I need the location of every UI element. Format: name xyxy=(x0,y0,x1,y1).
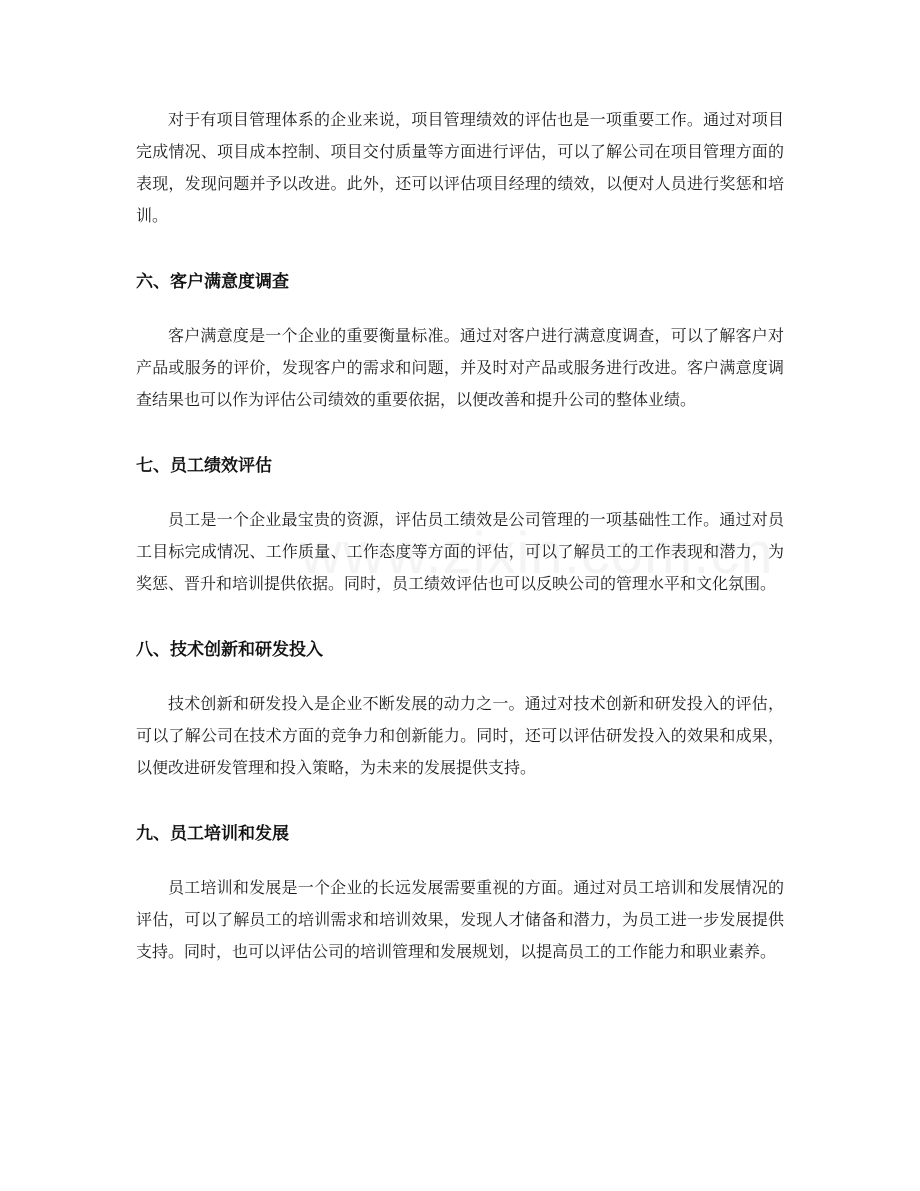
section-tech-innovation xyxy=(136,636,784,784)
section-paragraph: 技术创新和研发投入是企业不断发展的动力之一。通过对技术创新和研发投入的评估，可以了解公司在技术方面的竞争力和创新能力。同时，还可以评估研发投入的效果和成果，以便改进研发管理和投入策略，为未来的发展提供支持。 xyxy=(136,694,784,777)
section-heading: 六、客户满意度调查 xyxy=(136,272,289,292)
section-customer-satisfaction xyxy=(136,268,784,416)
section-paragraph: 客户满意度是一个企业的重要衡量标准。通过对客户进行满意度调查，可以了解客户对产品或服务的评价，发现客户的需求和问题，并及时对产品或服务进行改进。客户满意度调查结果也可以作为评估公司绩效的重要依据，以便改善和提升公司的整体业绩。 xyxy=(136,326,784,409)
document-content xyxy=(136,104,784,968)
section-employee-training xyxy=(136,820,784,968)
section-employee-performance xyxy=(136,452,784,600)
section-paragraph: 员工是一个企业最宝贵的资源，评估员工绩效是公司管理的一项基础性工作。通过对员工目标完成情况、工作质量、工作态度等方面的评估，可以了解员工的工作表现和潜力，为奖惩、晋升和培训提供依据。同时，员工绩效评估也可以反映公司的管理水平和文化氛围。 xyxy=(136,510,784,593)
section-heading: 九、员工培训和发展 xyxy=(136,824,289,844)
section-heading: 七、员工绩效评估 xyxy=(136,456,272,476)
section-heading: 八、技术创新和研发投入 xyxy=(136,640,323,660)
section-paragraph: 员工培训和发展是一个企业的长远发展需要重视的方面。通过对员工培训和发展情况的评估，可以了解员工的培训需求和培训效果，发现人才储备和潜力，为员工进一步发展提供支持。同时，也可以评估公司的培训管理和发展规划，以提高员工的工作能力和职业素养。 xyxy=(136,878,784,961)
intro-paragraph: 对于有项目管理体系的企业来说，项目管理绩效的评估也是一项重要工作。通过对项目完成情况、项目成本控制、项目交付质量等方面进行评估，可以了解公司在项目管理方面的表现，发现问题并予以改进。此外，还可以评估项目经理的绩效，以便对人员进行奖惩和培训。 xyxy=(136,110,784,225)
